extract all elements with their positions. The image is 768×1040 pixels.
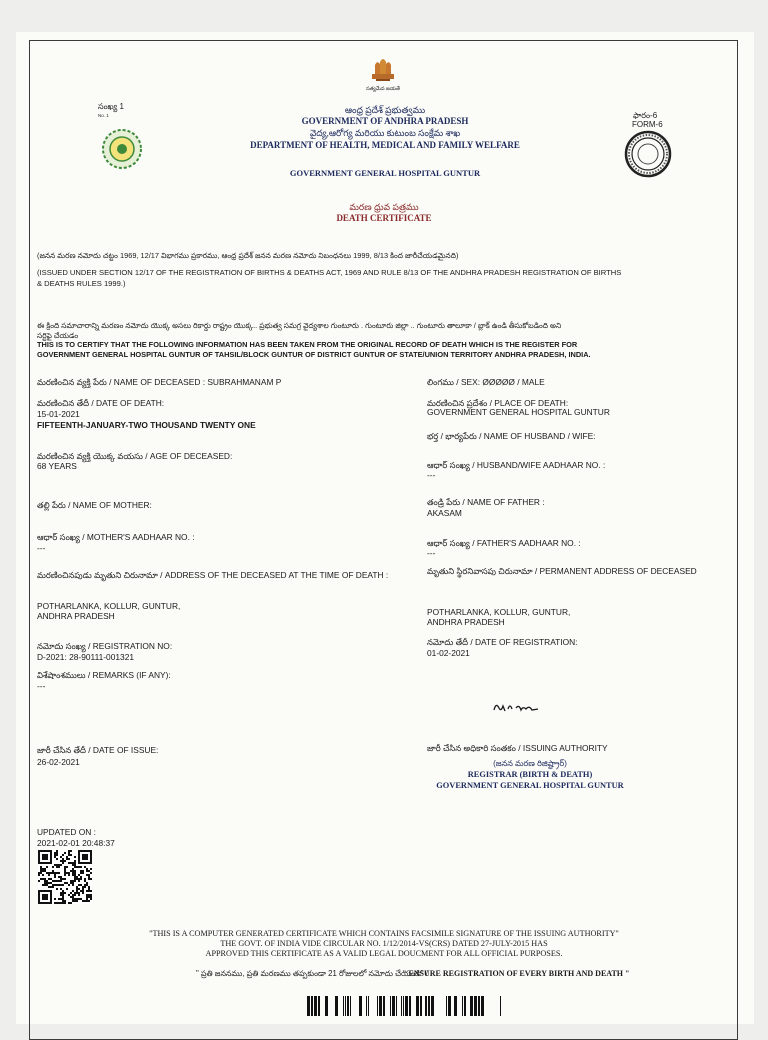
place-of-death: GOVERNMENT GENERAL HOSPITAL GUNTUR: [427, 407, 610, 417]
certify-line-1: THIS IS TO CERTIFY THAT THE FOLLOWING INFORMATION HAS BEEN TAKEN FROM THE ORIGINAL RECORD OF DEATH WHICH IS THE REGISTER FOR: [37, 340, 578, 349]
father-name-label: తండ్రి పేరు / NAME OF FATHER :: [427, 497, 545, 507]
circular-note: THE GOVT. OF INDIA VIDE CIRCULAR NO. 1/12/2014-VS(CRS) DATED 27-JULY-2015 HAS: [220, 939, 548, 948]
ensure-registration-telugu: " ప్రతి జననము, ప్రతి మరణము తప్పకుండా 21 రోజులలో నమోదు చేయండి" /: [196, 969, 428, 978]
date-of-death: 15-01-2021: [37, 409, 80, 419]
father-aadhaar: ---: [427, 548, 436, 558]
spouse-aadhaar: ---: [427, 470, 436, 480]
permanent-address-label: మృతుని స్థిరనివాసపు చిరునామా / PERMANENT ADDRESS OF DECEASED: [427, 566, 697, 576]
mother-name-label: తల్లి పేరు / NAME OF MOTHER:: [37, 500, 152, 510]
registration-number: D-2021: 28-90111-001321: [37, 652, 135, 662]
date-of-death-words: FIFTEENTH-JANUARY-TWO THOUSAND TWENTY ONE: [37, 420, 256, 430]
government-telugu: ఆంధ్ర ప్రదేశ్ ప్రభుత్వము: [344, 105, 426, 115]
address-line-2: ANDHRA PRADESH: [37, 611, 115, 621]
spouse-name-label: భర్త / భార్యపేరు / NAME OF HUSBAND / WIFE:: [427, 431, 596, 441]
remarks-label: విశేషాంశములు / REMARKS (IF ANY):: [37, 670, 171, 680]
registration-number-label: నమోదు సంఖ్య / REGISTRATION NO:: [37, 641, 173, 651]
form-number-telugu: సంఖ్య 1: [98, 102, 124, 111]
certificate-title-telugu: మరణ ధ్రువ పత్రము: [349, 202, 419, 212]
registration-date: 01-02-2021: [427, 648, 470, 658]
permanent-address-line-1: POTHARLANKA, KOLLUR, GUNTUR,: [427, 607, 571, 617]
registration-date-label: నమోదు తేదీ / DATE OF REGISTRATION:: [427, 637, 578, 647]
issued-under-line-2: & DEATHS RULES 1999.): [37, 279, 126, 288]
date-of-death-label: మరణించిన తేదీ / DATE OF DEATH:: [37, 398, 165, 408]
address-line-1: POTHARLANKA, KOLLUR, GUNTUR,: [37, 601, 181, 611]
emblem-caption: సత్యమేవ జయతే: [366, 86, 400, 92]
deceased-name: మరణించిన వ్యక్తి పేరు / NAME OF DECEASED : SUBRAHMANAM P: [37, 377, 282, 387]
official-seal-icon: [624, 130, 672, 178]
form-number-small: No. 1: [98, 113, 109, 118]
age-value: 68 YEARS: [37, 461, 77, 471]
date-of-issue-label: జారీ చేసిన తేదీ / DATE OF ISSUE:: [37, 745, 159, 755]
certify-telugu-line-1: ఈ క్రింది సమాచారాన్ని మరణం నమోదు యొక్క అసలు రికార్డు రాష్ట్రం యొక్క.. ప్రభుత్వ సమగ్ర వైద్యశాల గుంటూరు . గుంటూరు జిల్లా .. గుంటూరు తాలూకా / బ్లాక్ ఉండి తీసుకోబడింది అని: [37, 321, 562, 330]
mother-aadhaar: ---: [37, 543, 46, 553]
computer-generated-note: "THIS IS A COMPUTER GENERATED CERTIFICATE WHICH CONTAINS FACSIMILE SIGNATURE OF THE ISSUING AUTHORITY": [149, 929, 619, 938]
permanent-address-line-2: ANDHRA PRADESH: [427, 617, 505, 627]
certificate-title: DEATH CERTIFICATE: [336, 213, 432, 223]
registrar-telugu: (జనన మరణ రిజిష్ట్రార్): [493, 759, 567, 768]
remarks-value: ---: [37, 681, 46, 691]
place-of-death-label: మరణించిన ప్రదేశం / PLACE OF DEATH:: [427, 398, 569, 408]
signature-icon: [492, 700, 542, 716]
certify-telugu-line-2: సర్టిఫై చేయడం: [37, 331, 79, 340]
department-telugu: వైద్య,ఆరోగ్య మరియు కుటుంబ సంక్షేమ శాఖ: [309, 128, 461, 138]
form-label-telugu: ఫారం-6: [633, 111, 658, 120]
national-emblem-icon: [366, 56, 400, 86]
certify-line-2: GOVERNMENT GENERAL HOSPITAL GUNTUR OF TAHSIL/BLOCK GUNTUR OF DISTRICT GUNTUR OF STATE/UNION TERRITORY ANDHRA PRADESH, INDIA.: [37, 350, 591, 359]
department-name: DEPARTMENT OF HEALTH, MEDICAL AND FAMILY WELFARE: [250, 140, 520, 150]
age-label: మరణించిన వ్యక్తి యొక్క వయసు / AGE OF DECEASED:: [37, 451, 233, 461]
qr-code-icon: [38, 850, 92, 904]
spouse-aadhaar-label: ఆధార్ సంఖ్య / HUSBAND/WIFE AADHAAR NO. :: [427, 460, 606, 470]
date-of-issue: 26-02-2021: [37, 757, 80, 767]
ensure-registration: " ENSURE REGISTRATION OF EVERY BIRTH AND DEATH ": [402, 969, 630, 978]
registrar-hospital: GOVERNMENT GENERAL HOSPITAL GUNTUR: [436, 781, 624, 790]
registrar-title: REGISTRAR (BIRTH & DEATH): [467, 770, 593, 779]
address-at-death-label: మరణించినపుడు మృతుని చిరునామా / ADDRESS OF THE DECEASED AT THE TIME OF DEATH :: [37, 570, 389, 580]
andhra-pradesh-logo-icon: [98, 128, 146, 170]
updated-on-label: UPDATED ON :: [37, 827, 96, 837]
issued-under-telugu: (జనన మరణ నమోదు చట్టం 1969, 12/17 విభాగము ప్రకారము, ఆంధ్ర ప్రదేశ్ జనన మరణ నమోదు నిబంధనలు 1999, 8/13 కింద జారీచేయడమైనది): [37, 251, 459, 260]
father-name: AKASAM: [427, 508, 462, 518]
valid-document-note: APPROVED THIS CERTIFICATE AS A VALID LEGAL DOUCMENT FOR ALL OFFICIAL PURPOSES.: [205, 949, 563, 958]
mother-aadhaar-label: ఆధార్ సంఖ్య / MOTHER'S AADHAAR NO. :: [37, 532, 195, 542]
form-label: FORM-6: [632, 120, 663, 129]
hospital-name: GOVERNMENT GENERAL HOSPITAL GUNTUR: [289, 168, 481, 178]
issuing-authority-label: జారీ చేసిన అధికారి సంతకం / ISSUING AUTHORITY: [427, 743, 608, 753]
deceased-sex: లింగము / SEX: ØØØØØ / MALE: [427, 377, 545, 387]
father-aadhaar-label: ఆధార్ సంఖ్య / FATHER'S AADHAAR NO. :: [427, 538, 581, 548]
issued-under-line-1: (ISSUED UNDER SECTION 12/17 OF THE REGISTRATION OF BIRTHS & DEATHS ACT, 1969 AND RULE 8/13 OF THE ANDHRA PRADESH REGISTRATION OF BIRTHS: [37, 268, 622, 277]
barcode-icon: [298, 996, 506, 1016]
government-name: GOVERNMENT OF ANDHRA PRADESH: [301, 116, 469, 126]
updated-on: 2021-02-01 20:48:37: [37, 838, 115, 848]
